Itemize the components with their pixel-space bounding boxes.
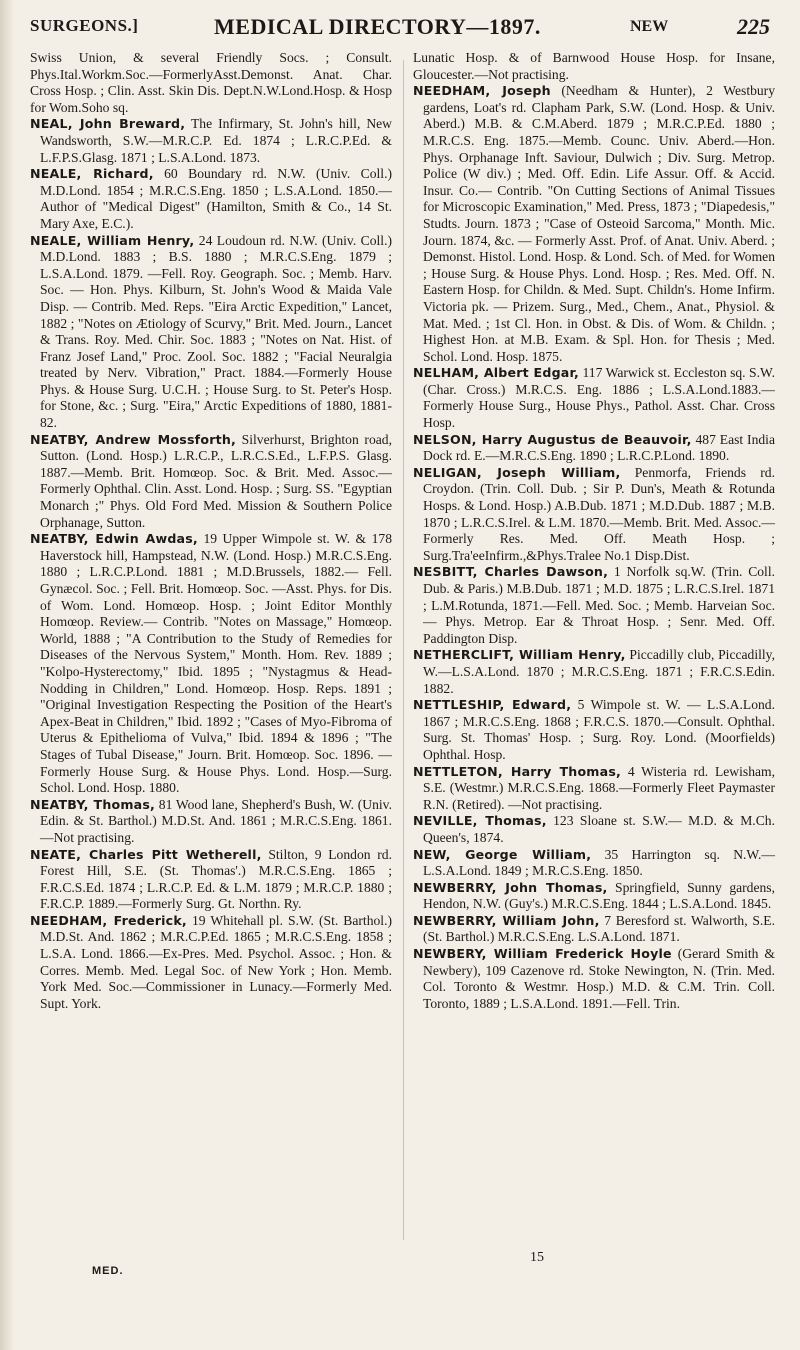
entry-text: 1 Norfolk sq.W. (Trin. Coll. Dub. & Paris.) M.B.Dub. 1871 ; M.D. 1875 ; L.R.C.S.Irel. 1871 ; L.M.Rotunda, 1871.—Fell. Med. Soc. ; Memb. Harveian Soc.— Phys. Metrop. Ear & Throat Hosp. ; Senr. Med. Off. Paddington Disp.: [423, 564, 776, 646]
entry-name: NESBITT, Charles Dawson,: [413, 564, 609, 580]
entry-name: NEVILLE, Thomas,: [413, 813, 547, 829]
directory-entry: [413, 813, 775, 846]
directory-entry: [30, 50, 392, 116]
entry-text: 19 Upper Wimpole st. W. & 178 Haverstock hill, Hampstead, N.W. (Lond. Hosp.) M.R.C.S.Eng. 1880 ; L.R.C.P.Lond. 1881 ; M.D.Brussels, 1882.— Fell. Gynæcol. Soc. ; Fell. Brit. Homœop. Soc. —Asst. Phys. for Dis. of Wom. Lond. Homœop. Hosp. ; Joint Editor Monthly Homœop. Review.— Contrib. "Notes on Massage," Homœop. World, 1888 ; "A Contribution to the Study of Remedies for Diseases of the Nervous System," Month. Hom. Rev. 1889 ; "Kolpo-Hysterectomy," Ibid. 1895 ; "Nystagmus & Head-Nodding in Children," Lond. Homœop. Hosp. Reps. 1891 ; "Original Investigation Respecting the Position of the Heart's Apex-Beat in Children," Ibid. 1892 ; "Cases of Myo-Fibroma of Uterus & Epithelioma of Vulva," Ibid. 1894 & 1896 ; "The Stages of Tubal Disease," Journ. Brit. Homœop. Soc. 1896. —Formerly House Surg. & House Phys. Lond. Hosp.—Surg. Schol. Lond. Hosp. 1880.: [40, 531, 392, 796]
directory-entry: [413, 465, 775, 565]
entry-name: NEALE, Richard,: [30, 166, 154, 182]
entry-text: Swiss Union, & several Friendly Socs. ; Consult. Phys.Ital.Workm.Soc.—FormerlyAsst.Demonst. Anat. Char. Cross Hosp. ; Clin. Asst. Skin Dis. Dept.N.W.Lond.Hosp. & Hosp for Wom.Soho sq.: [30, 50, 392, 115]
entry-text: 35 Harrington sq. N.W.—L.S.A.Lond. 1849 ; M.R.C.S.Eng. 1850.: [423, 846, 775, 879]
entry-text: The Infirmary, St. John's hill, New Wandsworth, S.W.—M.R.C.P. Ed. 1874 ; L.R.C.P.Ed. & L.F.P.S.Glasg. 1871 ; L.S.A.Lond. 1873.: [40, 116, 393, 165]
entry-text: Springfield, Sunny gardens, Hendon, N.W. (Guy's.) M.R.C.S.Eng. 1844 ; L.S.A.Lond. 1845.: [423, 879, 775, 912]
entry-text: Stilton, 9 London rd. Forest Hill, S.E. (St. Thomas'.) M.R.C.S.Eng. 1865 ; F.R.C.S.Ed. 1874 ; L.R.C.P. Ed. & L.M. 1879 ; M.R.C.P. 1880 ; F.R.C.P. 1889.—Formerly Surg. Gt. Northn. Ry.: [40, 846, 392, 912]
entry-text: 60 Boundary rd. N.W. (Univ. Coll.) M.D.Lond. 1854 ; M.R.C.S.Eng. 1850 ; L.S.A.Lond. 1850.—Author of "Medical Digest" (Hamilton, Smith & Co., 14 St. Mary Axe, E.C.).: [40, 166, 392, 231]
entry-name: NELSON, Harry Augustus de Beauvoir,: [413, 431, 692, 447]
directory-entry: [413, 697, 775, 763]
directory-entry: [413, 913, 775, 946]
directory-entry: [413, 432, 775, 465]
directory-entry: [30, 847, 392, 913]
entry-text: 487 East India Dock rd. E.—M.R.C.S.Eng. 1890 ; L.R.C.P.Lond. 1890.: [423, 431, 775, 464]
header-section: SURGEONS.]: [30, 16, 139, 35]
entry-name: NEWBERRY, John Thomas,: [413, 879, 608, 895]
entry-name: NEATBY, Edwin Awdas,: [30, 531, 198, 547]
signature-mark: 15: [530, 1250, 544, 1265]
directory-entry: [30, 233, 392, 432]
directory-entry: [413, 564, 775, 647]
entry-text: 7 Beresford st. Walworth, S.E. (St. Barthol.) M.R.C.S.Eng. L.S.A.Lond. 1871.: [423, 912, 775, 945]
entry-text: Piccadilly club, Piccadilly, W.—L.S.A.Lond. 1870 ; M.R.C.S.Eng. 1871 ; F.R.C.S.Edin. 1882.: [423, 647, 775, 696]
entry-text: Lunatic Hosp. & of Barnwood House Hosp. for Insane, Gloucester.—Not practising.: [413, 50, 775, 82]
directory-entry: [30, 531, 392, 797]
entry-name: NEEDHAM, Joseph: [413, 83, 551, 99]
entry-text: Penmorfa, Friends rd. Croydon. (Trin. Coll. Dub. ; Sir P. Dun's, Meath & Rotunda Hosps. & Lond. Hosp.) A.B.Dub. 1871 ; M.D.Dub. 1887 ; M.B. 1870 ; L.R.C.S.Irel. & L.M. 1870.—Memb. Brit. Med. Assoc.—Formerly Res. Med. Off. Meath Hosp. ; Surg.Tra'eeInfirm.,&Phys.Tralee No.1 Disp.Dist.: [423, 464, 775, 563]
entry-name: NEATE, Charles Pitt Wetherell,: [30, 846, 262, 862]
directory-entry: [413, 83, 775, 365]
entry-text: (Needham & Hunter), 2 Westbury gardens, Loat's rd. Clapham Park, S.W. (Lond. Hosp. & Univ. Aberd.) M.B. & C.M.Aberd. 1879 ; M.R.C.P.Ed. 1880 ; M.R.C.S. Eng. 1875.—Memb. Counc. Univ. Aberd.—Hon. Phys. Orphanage Inft. Saviour, Dulwich ; Div. Surg. Metrop. Police (W div.) ; Med. Off. Edin. Life Assur. Off. & Accid. Insur. Co.— Contrib. "On Cutting Sections of Animal Tissues for Microscopic Examination," Med. Press, 1873 ; "Diapedesis," Studts. Journ. 1873 ; "Case of Osteoid Sarcoma," Month. Mic. Journ. 1874, &c. — Formerly Asst. Prof. of Anat. Univ. Aberd. ; Demonst. Histol. Lond. Hosp. & Lond. Sch. of Med. for Women ; House Surg. & House Phys. Lond. Hosp. ; Res. Med. Off. N. Eastern Hosp. for Childn. & Med. Supt. Childn's. Home Infirm. Victoria pk. — Prizem. Surg., Med., Chem., Anat., Physiol. & Mat. Med. ; 1st Cl. Hon. in Obst. & Dis. of Wom. & Childn. ; Highest Hon. at M.B. Exam. & Spl. Hon. for Thesis ; Med. Schol. Lond. Hosp. 1875.: [423, 83, 776, 364]
entry-name: NETTLETON, Harry Thomas,: [413, 763, 622, 779]
entry-text: 5 Wimpole st. W. — L.S.A.Lond. 1867 ; M.R.C.S.Eng. 1868 ; F.R.C.S. 1870.—Consult. Ophthal. Surg. St. Thomas' Hosp. ; Surg. Roy. Lond. (Moorfields) Ophthal. Hosp.: [423, 697, 775, 762]
entry-text: 117 Warwick st. Eccleston sq. S.W. (Char. Cross.) M.R.C.S. Eng. 1886 ; L.S.A.Lond.1883.—Formerly House Surg., House Phys., Pathol. Asst. Char. Cross Hosp.: [423, 365, 775, 431]
running-header: [30, 16, 770, 44]
entry-name: NELIGAN, Joseph William,: [413, 464, 621, 480]
directory-entry: [413, 880, 775, 913]
entry-name: NETHERCLIFT, William Henry,: [413, 647, 626, 663]
entry-text: 123 Sloane st. S.W.— M.D. & M.Ch. Queen's, 1874.: [423, 813, 775, 845]
column-rule: [403, 60, 404, 1240]
entry-name: NEWBERRY, William John,: [413, 912, 600, 928]
entry-text: (Gerard Smith & Newbery), 109 Cazenove rd. Stoke Newington, N. (Trin. Med. Col. Toronto & Westmr. Hosp.) M.D. & C.M. Trin. Coll. Toronto, 1889 ; L.S.A.Lond. 1891.—Fell. Trin.: [423, 946, 775, 1011]
entry-name: NEATBY, Thomas,: [30, 796, 156, 812]
directory-entry: [30, 166, 392, 232]
directory-entry: [413, 946, 775, 1012]
directory-entry: [413, 847, 775, 880]
entry-name: NEWBERY, William Frederick Hoyle: [413, 946, 672, 962]
entry-name: NELHAM, Albert Edgar,: [413, 365, 580, 381]
entry-text: 24 Loudoun rd. N.W. (Univ. Coll.) M.D.Lond. 1883 ; B.S. 1880 ; M.R.C.S.Eng. 1879 ; L.S.A.Lond. 1879. —Fell. Roy. Geograph. Soc. ; Memb. Harv. Soc. — Hon. Phys. Kilburn, St. John's Wood & Maida Vale Disp. — Contrib. Med. Reps. "Eira Arctic Expedition," Lancet, 1882 ; "Notes on Ætiology of Scurvy," Brit. Med. Journ., Lancet & Trans. Roy. Med. Chir. Soc. 1883 ; "Notes on Nat. Hist. of Franz Josef Land," Proc. Zool. Soc. 1882 ; "Facial Neuralgia treated by Nerv. Vibration," Pract. 1884.—Formerly House Phys. & House Surg. U.C.H. ; House Surg. to St. Peter's Hosp. for Stone, &c. ; Surg. "Eira," Arctic Expeditions of 1880, 1881-82.: [40, 232, 393, 431]
entry-name: NEAL, John Breward,: [30, 116, 186, 132]
left-column: [30, 50, 392, 1012]
directory-entry: [30, 913, 392, 1013]
entry-name: NEATBY, Andrew Mossforth,: [30, 431, 236, 447]
entry-text: 19 Whitehall pl. S.W. (St. Barthol.) M.D.St. And. 1862 ; M.R.C.P.Ed. 1865 ; M.R.C.S.Eng. 1858 ; L.S.A. Lond. 1866.—Ex-Pres. Med. Psychol. Assoc. ; Hon. & Corres. Memb. Med. Legal Soc. of New York ; Hon. Memb. York Med. Soc.—Commissioner in Lunacy.—Formerly Med. Supt. York.: [40, 912, 393, 1011]
header-title: MEDICAL DIRECTORY—1897.: [214, 14, 541, 39]
entry-name: NETTLESHIP, Edward,: [413, 697, 572, 713]
catchword: MED.: [92, 1265, 124, 1277]
entry-text: Silverhurst, Brighton road, Sutton. (Lond. Hosp.) L.R.C.P., L.R.C.S.Ed., L.F.P.S. Glasg. 1887.—Memb. Brit. Homœop. Soc. & Brit. Med. Assoc.— Formerly Ophthal. Clin. Asst. Lond. Hosp. ; Surg. SS. "Egyptian Monarch ;" Phys. Old Ford Med. Mission & Southern Police Orphanage, Sutton.: [40, 431, 392, 530]
directory-entry: [30, 432, 392, 532]
page-number: 225: [737, 14, 770, 39]
header-tag: NEW: [630, 18, 669, 35]
entry-name: NEALE, William Henry,: [30, 232, 195, 248]
right-column: [413, 50, 775, 1012]
page-gutter-shadow: [0, 0, 14, 1350]
entry-name: NEEDHAM, Frederick,: [30, 912, 187, 928]
directory-entry: [413, 764, 775, 814]
directory-entry: [413, 365, 775, 431]
entry-text: 4 Wisteria rd. Lewisham, S.E. (Westmr.) M.R.C.S.Eng. 1868.—Formerly Fleet Paymaster R.N. (Retired). —Not practising.: [423, 763, 775, 812]
directory-entry: [413, 647, 775, 697]
entry-text: 81 Wood lane, Shepherd's Bush, W. (Univ. Edin. & St. Barthol.) M.D.St. And. 1861 ; M.R.C.S.Eng. 1861.—Not practising.: [40, 796, 392, 845]
directory-entry: [30, 797, 392, 847]
directory-entry: [30, 116, 392, 166]
directory-entry: [413, 50, 775, 83]
entry-name: NEW, George William,: [413, 846, 592, 862]
